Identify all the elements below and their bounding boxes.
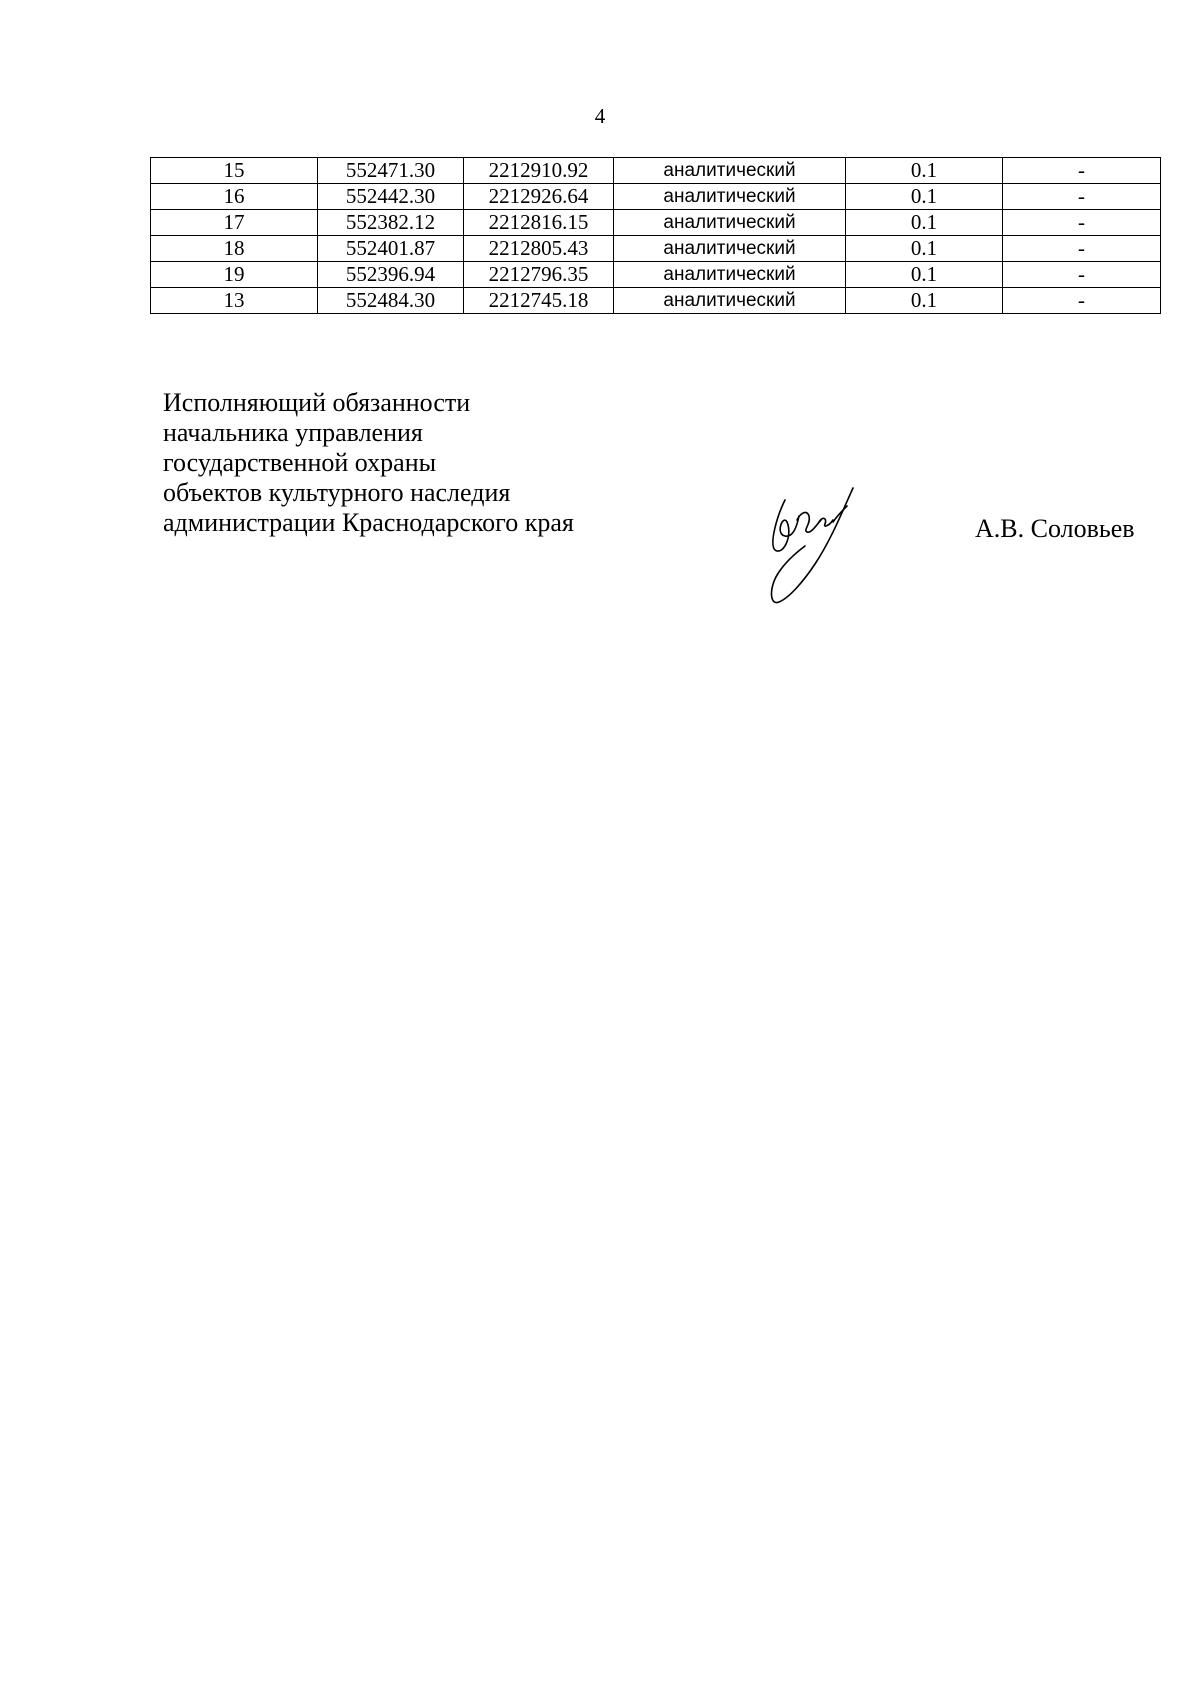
point-number-cell: 16: [151, 184, 318, 210]
position-line: государственной охраны: [163, 448, 437, 477]
note-cell: -: [1003, 262, 1161, 288]
page-number: 4: [594, 104, 606, 128]
note-cell: -: [1003, 236, 1161, 262]
note-cell: -: [1003, 288, 1161, 314]
method-cell: аналитический: [614, 288, 846, 314]
method-cell: аналитический: [614, 236, 846, 262]
accuracy-cell: 0.1: [846, 158, 1003, 184]
method-cell: аналитический: [614, 158, 846, 184]
accuracy-cell: 0.1: [846, 210, 1003, 236]
accuracy-cell: 0.1: [846, 236, 1003, 262]
method-cell: аналитический: [614, 184, 846, 210]
coordinates-table: [150, 157, 1161, 314]
signatory-position: [163, 388, 574, 538]
point-number-cell: 15: [151, 158, 318, 184]
position-line: объектов культурного наследия: [163, 478, 511, 507]
y-coordinate-cell: 2212796.35: [464, 262, 614, 288]
accuracy-cell: 0.1: [846, 184, 1003, 210]
x-coordinate-cell: 552484.30: [318, 288, 464, 314]
position-line: Исполняющий обязанности: [163, 388, 471, 417]
point-number-cell: 18: [151, 236, 318, 262]
table-row: [151, 236, 1161, 262]
point-number-cell: 17: [151, 210, 318, 236]
handwritten-signature: [763, 486, 863, 606]
table-row: [151, 158, 1161, 184]
accuracy-cell: 0.1: [846, 262, 1003, 288]
y-coordinate-cell: 2212805.43: [464, 236, 614, 262]
point-number-cell: 19: [151, 262, 318, 288]
note-cell: -: [1003, 210, 1161, 236]
x-coordinate-cell: 552382.12: [318, 210, 464, 236]
y-coordinate-cell: 2212745.18: [464, 288, 614, 314]
table-row: [151, 184, 1161, 210]
table-row: [151, 210, 1161, 236]
position-line: начальника управления: [163, 418, 423, 447]
method-cell: аналитический: [614, 210, 846, 236]
point-number-cell: 13: [151, 288, 318, 314]
x-coordinate-cell: 552442.30: [318, 184, 464, 210]
x-coordinate-cell: 552401.87: [318, 236, 464, 262]
position-line: администрации Краснодарского края: [163, 508, 574, 537]
method-cell: аналитический: [614, 262, 846, 288]
y-coordinate-cell: 2212816.15: [464, 210, 614, 236]
table-row: [151, 262, 1161, 288]
note-cell: -: [1003, 158, 1161, 184]
x-coordinate-cell: 552396.94: [318, 262, 464, 288]
accuracy-cell: 0.1: [846, 288, 1003, 314]
y-coordinate-cell: 2212926.64: [464, 184, 614, 210]
y-coordinate-cell: 2212910.92: [464, 158, 614, 184]
table-row: [151, 288, 1161, 314]
signatory-name: А.В. Соловьев: [975, 514, 1135, 543]
note-cell: -: [1003, 184, 1161, 210]
x-coordinate-cell: 552471.30: [318, 158, 464, 184]
